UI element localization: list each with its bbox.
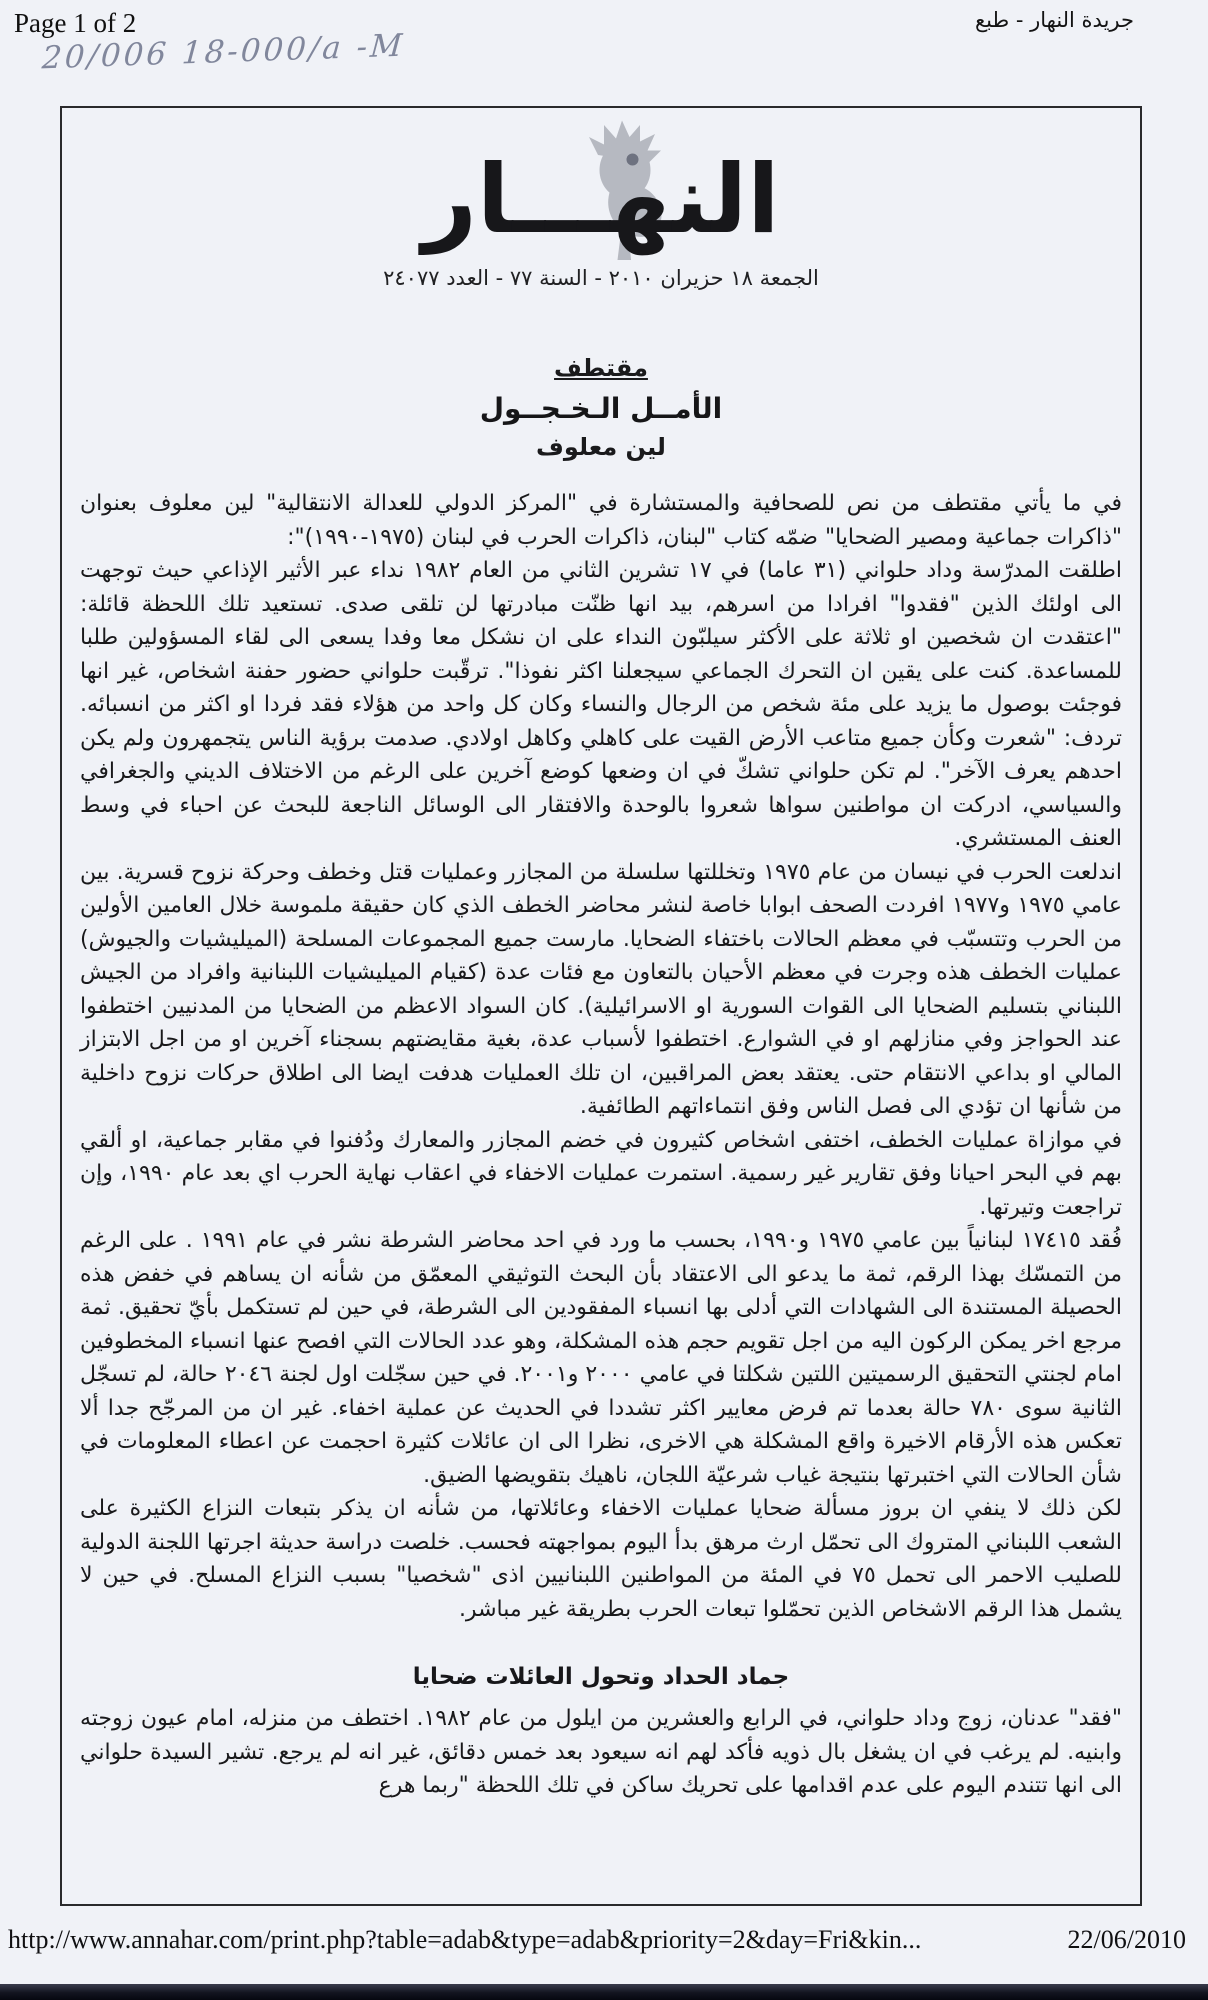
article-author: لين معلوف	[536, 433, 666, 461]
article-body-continued	[80, 1702, 1122, 1803]
article-paragraph: لكن ذلك لا ينفي ان بروز مسألة ضحايا عمليات الاخفاء وعائلاتها، من شأنه ان يذكر بتبعات النزاع الكثيرة على الشعب اللبناني المتروك الى تحمّل ارث مرهق بدأ اليوم بمواجهته فحسب. خلصت دراسة حديثة اجرتها اللجنة الدولية للصليب الاحمر الى تحمل ٧٥ في المئة من المواطنين اللبنانيين اذى "شخصيا" بسبب النزاع المسلح. في حين لا يشمل هذا الرقم الاشخاص الذين تحمّلوا تبعات الحرب بطريقة غير مباشر.	[80, 1496, 1122, 1622]
article-paragraph: اندلعت الحرب في نيسان من عام ١٩٧٥ وتخللتها سلسلة من المجازر وعمليات قتل وخطف وحركة نزوح قسرية. بين عامي ١٩٧٥ و١٩٧٧ افردت الصحف ابوابا خاصة لنشر محاضر الخطف الذي كان حقيقة ملموسة خلال العامين الأولين من الحرب وتتسبّب في معظم الحالات باختفاء الضحايا. مارست جميع المجموعات المسلحة (الميليشيات والجيوش) عمليات الخطف هذه وجرت في معظم الأحيان بالتعاون مع فئات عدة (كقيام الميليشيات اللبنانية وافراد من الجيش اللبناني بتسليم الضحايا الى القوات السورية او الاسرائيلية). كان السواد الاعظم من الضحايا من المدنيين اختطفوا عند الحواجز وفي منازلهم او في الشوارع. اختطفوا لأسباب عدة، بغية مقايضتهم بسجناء آخرين او من اجل الابتزاز المالي او بداعي الانتقام حتى. يعتقد بعض المراقبين، ان تلك العمليات هدفت ايضا الى اطلاق حركات نزوح داخلية من شأنها ان تؤدي الى فصل الناس وفق انتماءاتهم الطائفية.	[80, 859, 1122, 1119]
article-section-heading: جماد الحداد وتحول العائلات ضحايا	[412, 1664, 790, 1690]
title-block	[80, 354, 1122, 461]
handwritten-note: 20/006 18-000/a -M	[40, 27, 407, 77]
article-title: الأمــل الـخـجــول	[479, 392, 723, 425]
logo-wordmark: النهـــار	[422, 145, 780, 255]
page-indicator: Page 1 of 2	[14, 8, 137, 38]
article-paragraph: في موازاة عمليات الخطف، اختفى اشخاص كثيرون في خضم المجازر والمعارك ودُفنوا في مقابر جماعية، او ألقي بهم في البحر احيانا وفق تقارير غير رسمية. استمرت عمليات الاخفاء في اعقاب نهاية الحرب اي بعد عام ١٩٩٠، وإن تراجعت وتيرتها.	[80, 1127, 1122, 1220]
print-footer	[0, 1925, 1208, 1955]
article-body	[80, 487, 1122, 1626]
scan-bottom-edge	[0, 1984, 1208, 2000]
article-paragraph: "فقد" عدنان، زوج وداد حلواني، في الرابع والعشرين من ايلول من عام ١٩٨٢. اختطف من منزله، امام عيون زوجته وابنيه. لم يرغب في ان يشغل بال ذويه فأكد لهم انه سيعود بعد خمس دقائق، غير انه لم يرجع. تشير السيدة حلواني الى انها تتندم اليوم على عدم اقدامها على تحريك ساكن في تلك اللحظة "ربما هرع	[80, 1706, 1122, 1798]
article-paragraph: في ما يأتي مقتطف من نص للصحافية والمستشارة في "المركز الدولي للعدالة الانتقالية" لين معلوف بعنوان "ذاكرات جماعية ومصير الضحايا" ضمّه كتاب "لبنان، ذاكرات الحرب في لبنان (١٩٧٥-١٩٩٠)":	[80, 491, 1122, 550]
print-header	[0, 8, 1208, 39]
annahar-logo	[291, 120, 911, 280]
article-kicker: مقتطف	[554, 354, 648, 382]
masthead-date-line: الجمعة ١٨ حزيران ٢٠١٠ - السنة ٧٧ - العدد ٢٤٠٧٧	[383, 266, 819, 290]
print-url: http://www.annahar.com/print.php?table=adab&type=adab&priority=2&day=Fri&kin...	[8, 1925, 922, 1954]
article-paragraph: اطلقت المدرّسة وداد حلواني (٣١ عاما) في ١٧ تشرين الثاني من العام ١٩٨٢ نداء عبر الأثير الإذاعي حيث توجهت الى اولئك الذين "فقدوا" افرادا من اسرهم، بيد انها ظنّت مبادرتها لن تلقى صدى. تستعيد تلك اللحظة قائلة: "اعتقدت ان شخصين او ثلاثة على الأكثر سيلبّون النداء على ان نشكل معا وفدا يسعى الى لقاء المسؤولين طلبا للمساعدة. كنت على يقين ان التحرك الجماعي سيجعلنا اكثر نفوذا". ترقّبت حلواني حضور حفنة اشخاص، غير انها فوجئت بوصول ما يزيد على مئة شخص من الرجال والنساء وكان كل واحد من هؤلاء فقد فردا او اكثر من انسبائه. تردف: "شعرت وكأن جميع متاعب الأرض القيت على كاهلي وكاهل اولادي. صدمت برؤية الناس يتجمهرون ولم يكن احدهم يعرف الآخر". لم تكن حلواني تشكّ في ان وضعها كوضع آخرين على الرغم من الاختلاف الديني والجغرافي والسياسي، ادركت ان مواطنين سواها شعروا بالوحدة والافتقار الى الوسائل الناجعة للبحث عن احباء في وسط العنف المستشري.	[80, 558, 1123, 851]
article-frame	[60, 106, 1142, 1906]
print-document-title: جريدة النهار - طبع	[974, 8, 1134, 32]
masthead	[80, 118, 1122, 318]
article-paragraph: فُقد ١٧٤١٥ لبنانياً بين عامي ١٩٧٥ و١٩٩٠، بحسب ما ورد في احد محاضر الشرطة نشر في عام ١٩٩١ . على الرغم من التمسّك بهذا الرقم، ثمة ما يدعو الى الاعتقاد بأن البحث التوثيقي المعمّق من شأنه ان يساهم في خفض هذه الحصيلة المستندة الى الشهادات التي أدلى بها انسباء المفقودين الى الشرطة، في حين لم تستكمل بأيّ تحقيق. ثمة مرجع اخر يمكن الركون اليه من اجل تقويم حجم هذه المشكلة، وهو عدد الحالات التي افصح عنها انسباء المخطوفين امام لجنتي التحقيق الرسميتين اللتين شكلتا في عامي ٢٠٠٠ و٢٠٠١. في حين سجّلت اول لجنة ٢٠٤٦ حالة، لم تسجّل الثانية سوى ٧٨٠ حالة بعدما تم فرض معايير اكثر تشددا في الحديث عن عملية اخفاء. غير ان من المرجّح جدا ألا تعكس هذه الأرقام الاخيرة واقع المشكلة هي الاخرى، نظرا الى ان عائلات كثيرة احجمت عن اعطاء المعلومات في شأن الحالات التي اختبرتها بنتيجة غياب شرعيّة اللجان، ناهيك بتقويضها الضيق.	[79, 1228, 1123, 1488]
print-date: 22/06/2010	[1067, 1925, 1186, 1954]
